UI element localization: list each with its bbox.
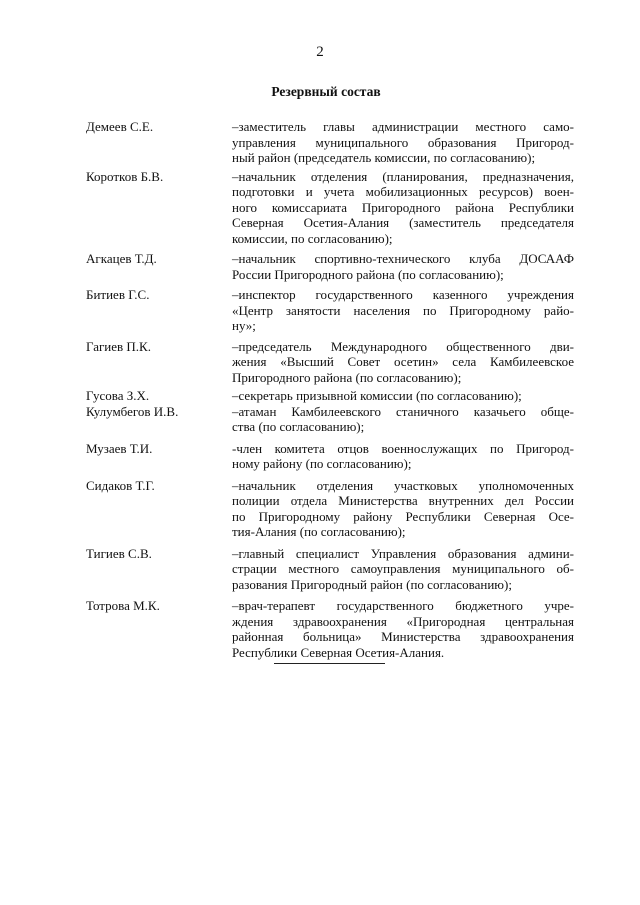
member-row (86, 598, 574, 660)
description-line: –председатель Международного общественного дви- (232, 338, 574, 354)
member-row (86, 169, 574, 247)
member-description (232, 169, 574, 247)
member-name: Гусова З.Х. (86, 388, 150, 403)
member-row (86, 404, 574, 435)
member-name: Коротков Б.В. (86, 168, 164, 184)
description-line: –главный специалист Управления образования админи- (232, 545, 574, 561)
member-row (86, 339, 574, 386)
description-line: Пригородного района (по согласованию); (232, 369, 462, 385)
description-line: комиссии, по согласованию); (232, 230, 393, 246)
end-divider (274, 663, 385, 664)
description-line: -член комитета отцов военнослужащих по Пригород- (232, 440, 574, 456)
section-title: Резервный состав (271, 84, 381, 99)
description-line: ный район (председатель комиссии, по согласованию); (232, 150, 536, 165)
member-row (86, 251, 574, 282)
member-row (86, 546, 574, 593)
member-name: Гагиев П.К. (86, 338, 151, 354)
member-description (232, 388, 574, 404)
description-line: полиции отдела Министерства внутренних дел России (232, 493, 574, 508)
member-description (232, 404, 574, 435)
member-description (232, 339, 574, 386)
description-line: –секретарь призывной комиссии (по согласованию); (232, 388, 522, 403)
description-line: районная больница» Министерства здравоохранения (232, 629, 574, 644)
description-line: «Центр занятости населения по Пригородному райо- (232, 302, 574, 318)
member-description (232, 441, 574, 472)
description-line: –начальник отделения участковых уполномоченных (232, 477, 574, 493)
description-line: тия-Алания (по согласованию); (232, 524, 406, 539)
description-line: –инспектор государственного казенного учреждения (232, 287, 574, 302)
member-description (232, 598, 574, 660)
member-name: Сидаков Т.Г. (86, 477, 155, 493)
description-line: –заместитель главы администрации местного само- (232, 119, 574, 134)
description-line: управления муниципального образования Пригород- (232, 134, 574, 150)
member-name: Тотрова М.К. (86, 598, 160, 613)
description-line: –атаман Камбилеевского станичного казачьего обще- (232, 403, 574, 419)
description-line: Республики Северная Осетия-Алания. (232, 644, 445, 660)
member-name: Музаев Т.И. (86, 440, 153, 456)
member-name: Битиев Г.С. (86, 287, 150, 302)
member-description (232, 287, 574, 334)
description-line: –начальник спортивно-технического клуба ДОСААФ (232, 251, 574, 266)
member-name: Агкацев Т.Д. (86, 251, 157, 266)
member-row (86, 441, 574, 472)
member-description (232, 546, 574, 593)
member-name: Демеев С.Е. (86, 119, 154, 134)
description-line: страции местного самоуправления муниципального об- (232, 561, 574, 576)
description-line: –врач-терапевт государственного бюджетного учре- (232, 598, 574, 613)
member-name: Тигиев С.В. (86, 545, 152, 561)
description-line: разования Пригородный район (по согласованию); (232, 576, 512, 592)
description-line: России Пригородного района (по согласованию); (232, 266, 504, 282)
member-row (86, 388, 574, 404)
member-description (232, 119, 574, 166)
member-description (232, 478, 574, 540)
description-line: ну»; (232, 318, 256, 333)
description-line: ного комиссариата Пригородного района Республики (232, 199, 574, 215)
member-row (86, 287, 574, 334)
description-line: жения «Высший Совет осетин» села Камбилеевское (232, 354, 574, 369)
description-line: по Пригородному району Республики Северная Осе- (232, 508, 574, 524)
description-line: ства (по согласованию); (232, 419, 365, 434)
description-line: –начальник отделения (планирования, предназначения, (232, 168, 574, 184)
page-number: 2 (316, 44, 324, 60)
member-row (86, 119, 574, 166)
member-name: Кулумбегов И.В. (86, 403, 179, 419)
description-line: ждения здравоохранения «Пригородная центральная (232, 613, 574, 629)
description-line: подготовки и учета мобилизационных ресурсов) воен- (232, 184, 574, 199)
member-row (86, 478, 574, 540)
description-line: ному району (по согласованию); (232, 456, 412, 471)
member-list (86, 119, 574, 660)
description-line: Северная Осетия-Алания (заместитель председателя (232, 215, 574, 230)
member-description (232, 251, 574, 282)
